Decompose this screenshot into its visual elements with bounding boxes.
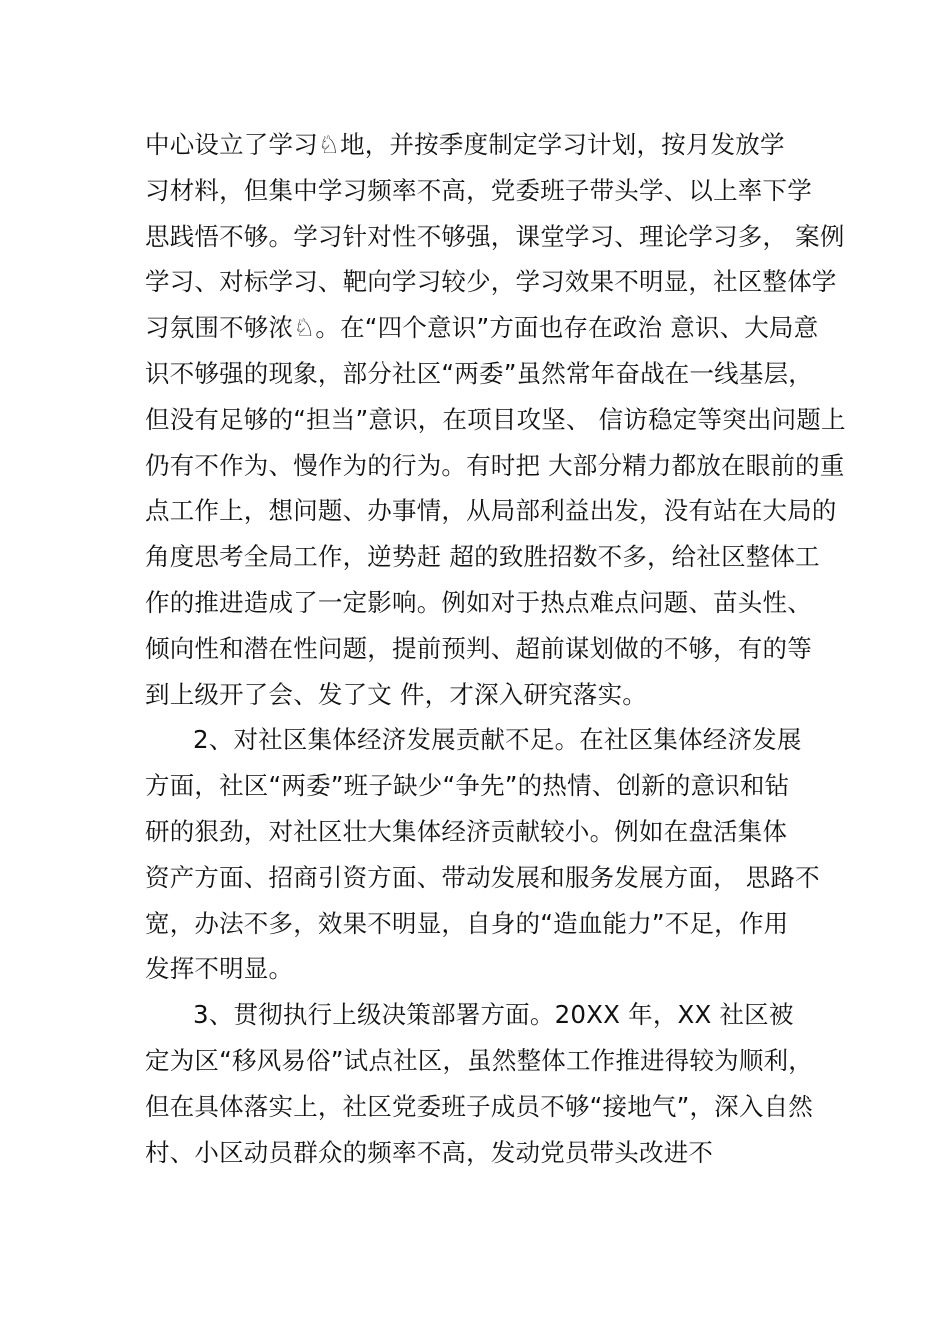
text-line: 习氛围不够浓♘。在“四个意识”方面也存在政治 意识、大局意 <box>145 313 819 343</box>
text-line: 习材料，但集中学习频率不高，党委班子带头学、以上率下学 <box>145 175 812 205</box>
text-line: 资产方面、招商引资方面、带动发展和服务发展方面， 思路不 <box>145 862 820 892</box>
paragraph-start-line: 2、对社区集体经济发展贡献不足。在社区集体经济发展 <box>193 725 802 755</box>
text-line: 研的狠劲，对社区壮大集体经济贡献较小。例如在盘活集体 <box>145 816 788 846</box>
text-line: 学习、对标学习、靶向学习较少，学习效果不明显，社区整体学 <box>145 267 837 297</box>
paragraph-start-line: 3、贯彻执行上级决策部署方面。20XX 年，XX 社区被 <box>193 1000 794 1030</box>
text-line: 但没有足够的“担当”意识，在项目攻坚、 信访稳定等突出问题上 <box>145 404 846 434</box>
text-line: 识不够强的现象，部分社区“两委”虽然常年奋战在一线基层， <box>145 358 813 388</box>
text-line: 思践悟不够。学习针对性不够强，课堂学习、理论学习多， 案例 <box>145 221 845 251</box>
text-line: 作的推进造成了一定影响。例如对于热点难点问题、苗头性、 <box>145 587 812 617</box>
body-text <box>145 122 845 1175</box>
text-line: 村、小区动员群众的频率不高，发动党员带头改进不 <box>145 1137 714 1167</box>
text-line: 角度思考全局工作，逆势赶 超的致胜招数不多，给社区整体工 <box>145 542 820 572</box>
text-line: 点工作上，想问题、办事情，从局部利益出发，没有站在大局的 <box>145 496 837 526</box>
text-line: 发挥不明显。 <box>145 954 294 984</box>
text-line: 定为区“移风易俗”试点社区，虽然整体工作推进得较为顺利， <box>145 1045 813 1075</box>
text-line: 宽，办法不多，效果不明显，自身的“造血能力”不足，作用 <box>145 908 789 938</box>
text-line: 倾向性和潜在性问题，提前预判、超前谋划做的不够，有的等 <box>145 633 812 663</box>
text-line: 仍有不作为、慢作为的行为。有时把 大部分精力都放在眼前的重 <box>145 450 845 480</box>
text-line: 但在具体落实上，社区党委班子成员不够“接地气”，深入自然 <box>145 1091 813 1121</box>
text-line: 到上级开了会、发了文 件，才深入研究落实。 <box>145 679 647 709</box>
text-line: 中心设立了学习♘地，并按季度制定学习计划，按月发放学 <box>145 130 785 159</box>
text-line: 方面，社区“两委”班子缺少“争先”的热情、创新的意识和钻 <box>145 771 790 801</box>
